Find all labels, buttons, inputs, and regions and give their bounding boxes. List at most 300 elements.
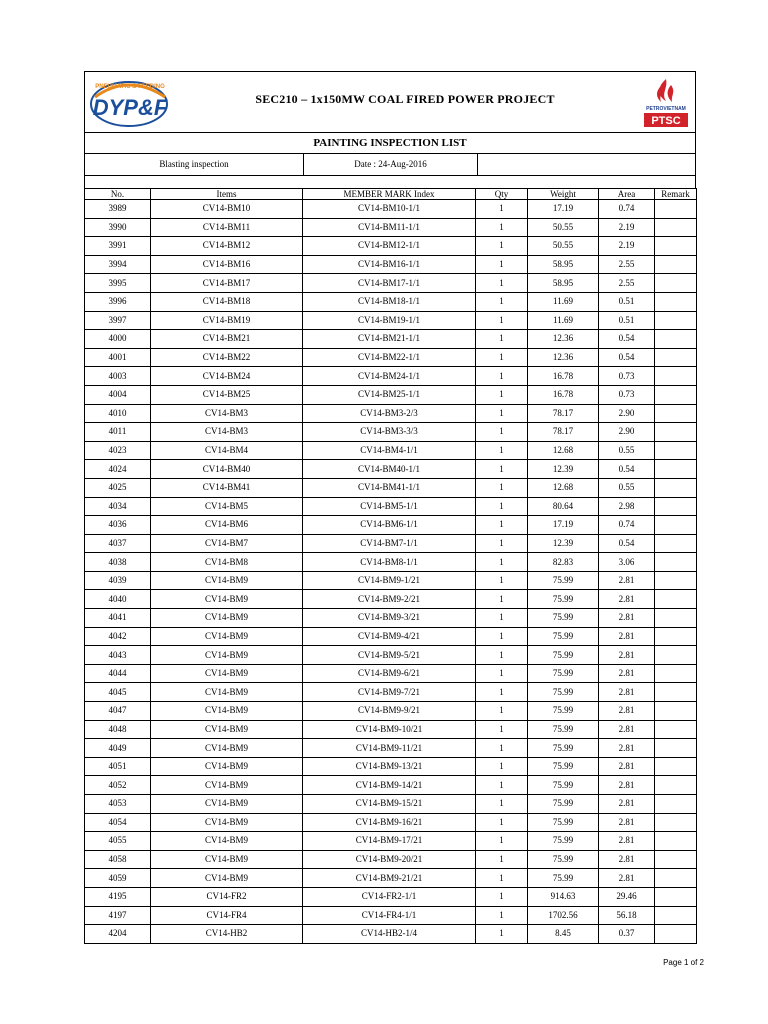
table-row	[85, 385, 697, 404]
cell-area: 0.54	[599, 460, 655, 479]
cell-qty: 1	[476, 646, 528, 665]
cell-qty: 1	[476, 664, 528, 683]
cell-area: 0.73	[599, 385, 655, 404]
table-row	[85, 292, 697, 311]
cell-qty: 1	[476, 200, 528, 219]
inspection-sheet	[84, 71, 696, 944]
cell-member-mark: CV14-BM3-3/3	[303, 423, 476, 442]
col-header-items: Items	[151, 189, 303, 200]
inspection-extra	[478, 154, 695, 175]
cell-item: CV14-BM12	[151, 237, 303, 256]
cell-weight: 82.83	[528, 553, 599, 572]
cell-qty: 1	[476, 757, 528, 776]
table-row	[85, 330, 697, 349]
table-row	[85, 460, 697, 479]
cell-weight: 16.78	[528, 385, 599, 404]
cell-no: 3996	[85, 292, 151, 311]
cell-area: 2.81	[599, 683, 655, 702]
cell-qty: 1	[476, 441, 528, 460]
cell-remark	[655, 571, 697, 590]
cell-item: CV14-BM11	[151, 218, 303, 237]
cell-qty: 1	[476, 925, 528, 944]
cell-weight: 75.99	[528, 776, 599, 795]
cell-weight: 75.99	[528, 609, 599, 628]
cell-qty: 1	[476, 832, 528, 851]
cell-no: 4025	[85, 478, 151, 497]
cell-item: CV14-BM9	[151, 739, 303, 758]
cell-remark	[655, 330, 697, 349]
cell-qty: 1	[476, 348, 528, 367]
cell-member-mark: CV14-BM9-10/21	[303, 720, 476, 739]
cell-remark	[655, 460, 697, 479]
cell-weight: 58.95	[528, 255, 599, 274]
cell-remark	[655, 292, 697, 311]
cell-area: 2.81	[599, 720, 655, 739]
cell-remark	[655, 200, 697, 219]
cell-member-mark: CV14-BM9-17/21	[303, 832, 476, 851]
cell-item: CV14-BM9	[151, 795, 303, 814]
cell-member-mark: CV14-BM9-6/21	[303, 664, 476, 683]
cell-weight: 75.99	[528, 646, 599, 665]
cell-member-mark: CV14-BM9-5/21	[303, 646, 476, 665]
table-row	[85, 516, 697, 535]
cell-remark	[655, 441, 697, 460]
ptsc-logo-top-text: PETROVIETNAM	[646, 106, 686, 112]
cell-weight: 75.99	[528, 702, 599, 721]
cell-remark	[655, 553, 697, 572]
cell-no: 3990	[85, 218, 151, 237]
cell-area: 2.81	[599, 664, 655, 683]
cell-no: 4195	[85, 887, 151, 906]
cell-no: 4058	[85, 850, 151, 869]
cell-remark	[655, 925, 697, 944]
cell-member-mark: CV14-BM3-2/3	[303, 404, 476, 423]
cell-remark	[655, 404, 697, 423]
project-title: SEC210 – 1x150MW COAL FIRED POWER PROJECT	[255, 92, 555, 106]
cell-qty: 1	[476, 720, 528, 739]
cell-weight: 50.55	[528, 237, 599, 256]
cell-remark	[655, 423, 697, 442]
cell-qty: 1	[476, 311, 528, 330]
cell-area: 0.74	[599, 200, 655, 219]
cell-no: 4040	[85, 590, 151, 609]
cell-qty: 1	[476, 218, 528, 237]
cell-qty: 1	[476, 534, 528, 553]
table-spacer	[84, 176, 696, 188]
cell-item: CV14-BM9	[151, 609, 303, 628]
cell-no: 4041	[85, 609, 151, 628]
cell-member-mark: CV14-BM9-4/21	[303, 627, 476, 646]
cell-item: CV14-BM3	[151, 423, 303, 442]
cell-member-mark: CV14-BM11-1/1	[303, 218, 476, 237]
cell-item: CV14-BM9	[151, 664, 303, 683]
cell-item: CV14-BM9	[151, 776, 303, 795]
ptsc-flame-icon	[641, 75, 691, 129]
cell-no: 4048	[85, 720, 151, 739]
cell-item: CV14-BM8	[151, 553, 303, 572]
cell-area: 2.19	[599, 218, 655, 237]
table-row	[85, 925, 697, 944]
inspection-info-row	[84, 153, 696, 176]
cell-area: 2.19	[599, 237, 655, 256]
cell-item: CV14-BM41	[151, 478, 303, 497]
cell-item: CV14-HB2	[151, 925, 303, 944]
cell-remark	[655, 237, 697, 256]
cell-member-mark: CV14-BM41-1/1	[303, 478, 476, 497]
cell-item: CV14-BM9	[151, 813, 303, 832]
cell-remark	[655, 274, 697, 293]
cell-member-mark: CV14-BM10-1/1	[303, 200, 476, 219]
cell-qty: 1	[476, 274, 528, 293]
cell-no: 4204	[85, 925, 151, 944]
cell-area: 2.81	[599, 757, 655, 776]
table-row	[85, 702, 697, 721]
cell-item: CV14-BM16	[151, 255, 303, 274]
cell-qty: 1	[476, 906, 528, 925]
cell-item: CV14-BM9	[151, 869, 303, 888]
cell-qty: 1	[476, 237, 528, 256]
cell-item: CV14-BM10	[151, 200, 303, 219]
cell-no: 4037	[85, 534, 151, 553]
cell-member-mark: CV14-FR2-1/1	[303, 887, 476, 906]
cell-item: CV14-BM5	[151, 497, 303, 516]
cell-member-mark: CV14-BM17-1/1	[303, 274, 476, 293]
cell-remark	[655, 702, 697, 721]
cell-no: 3994	[85, 255, 151, 274]
cell-item: CV14-BM9	[151, 590, 303, 609]
cell-item: CV14-BM21	[151, 330, 303, 349]
cell-weight: 75.99	[528, 869, 599, 888]
table-row	[85, 237, 697, 256]
cell-member-mark: CV14-BM9-2/21	[303, 590, 476, 609]
cell-weight: 58.95	[528, 274, 599, 293]
cell-member-mark: CV14-BM8-1/1	[303, 553, 476, 572]
cell-remark	[655, 255, 697, 274]
cell-weight: 75.99	[528, 590, 599, 609]
table-row	[85, 850, 697, 869]
cell-no: 4003	[85, 367, 151, 386]
cell-weight: 75.99	[528, 683, 599, 702]
cell-remark	[655, 646, 697, 665]
cell-member-mark: CV14-BM12-1/1	[303, 237, 476, 256]
cell-weight: 75.99	[528, 832, 599, 851]
cell-member-mark: CV14-BM4-1/1	[303, 441, 476, 460]
cell-member-mark: CV14-BM19-1/1	[303, 311, 476, 330]
cell-weight: 12.68	[528, 441, 599, 460]
cell-member-mark: CV14-BM18-1/1	[303, 292, 476, 311]
cell-remark	[655, 516, 697, 535]
cell-qty: 1	[476, 460, 528, 479]
cell-no: 4001	[85, 348, 151, 367]
cell-item: CV14-BM25	[151, 385, 303, 404]
cell-no: 4011	[85, 423, 151, 442]
cell-item: CV14-BM19	[151, 311, 303, 330]
cell-remark	[655, 683, 697, 702]
cell-item: CV14-BM7	[151, 534, 303, 553]
col-header-weight: Weight	[528, 189, 599, 200]
cell-remark	[655, 869, 697, 888]
cell-area: 0.73	[599, 367, 655, 386]
inspection-type: Blasting inspection	[85, 154, 304, 175]
cell-member-mark: CV14-BM21-1/1	[303, 330, 476, 349]
cell-weight: 75.99	[528, 795, 599, 814]
cell-weight: 12.36	[528, 348, 599, 367]
cell-remark	[655, 813, 697, 832]
table-row	[85, 869, 697, 888]
cell-member-mark: CV14-HB2-1/4	[303, 925, 476, 944]
cell-area: 0.54	[599, 534, 655, 553]
cell-qty: 1	[476, 553, 528, 572]
cell-weight: 50.55	[528, 218, 599, 237]
cell-area: 2.90	[599, 404, 655, 423]
cell-no: 4054	[85, 813, 151, 832]
cell-area: 0.54	[599, 330, 655, 349]
cell-area: 0.51	[599, 311, 655, 330]
cell-no: 4024	[85, 460, 151, 479]
cell-no: 4034	[85, 497, 151, 516]
cell-remark	[655, 534, 697, 553]
inspection-list-title: PAINTING INSPECTION LIST	[84, 132, 696, 153]
cell-area: 56.18	[599, 906, 655, 925]
table-row	[85, 795, 697, 814]
cell-remark	[655, 757, 697, 776]
cell-member-mark: CV14-BM9-1/21	[303, 571, 476, 590]
cell-remark	[655, 311, 697, 330]
cell-member-mark: CV14-BM40-1/1	[303, 460, 476, 479]
cell-member-mark: CV14-BM16-1/1	[303, 255, 476, 274]
cell-qty: 1	[476, 609, 528, 628]
cell-area: 2.81	[599, 795, 655, 814]
inspection-table	[84, 188, 697, 944]
cell-weight: 11.69	[528, 311, 599, 330]
cell-item: CV14-BM22	[151, 348, 303, 367]
cell-weight: 17.19	[528, 516, 599, 535]
cell-item: CV14-BM9	[151, 850, 303, 869]
table-row	[85, 664, 697, 683]
cell-area: 0.74	[599, 516, 655, 535]
table-row	[85, 218, 697, 237]
cell-area: 2.81	[599, 590, 655, 609]
cell-remark	[655, 664, 697, 683]
cell-no: 4049	[85, 739, 151, 758]
cell-member-mark: CV14-BM9-9/21	[303, 702, 476, 721]
cell-no: 4038	[85, 553, 151, 572]
cell-area: 2.81	[599, 702, 655, 721]
cell-member-mark: CV14-BM9-13/21	[303, 757, 476, 776]
cell-weight: 75.99	[528, 664, 599, 683]
table-row	[85, 348, 697, 367]
cell-qty: 1	[476, 850, 528, 869]
table-row	[85, 590, 697, 609]
table-row	[85, 571, 697, 590]
cell-area: 29.46	[599, 887, 655, 906]
cell-remark	[655, 739, 697, 758]
cell-qty: 1	[476, 887, 528, 906]
cell-weight: 12.39	[528, 460, 599, 479]
table-row	[85, 739, 697, 758]
cell-area: 0.54	[599, 348, 655, 367]
table-header-row	[85, 189, 697, 200]
cell-weight: 12.36	[528, 330, 599, 349]
table-row	[85, 404, 697, 423]
cell-item: CV14-BM9	[151, 646, 303, 665]
cell-weight: 75.99	[528, 571, 599, 590]
cell-remark	[655, 367, 697, 386]
cell-remark	[655, 720, 697, 739]
cell-weight: 12.39	[528, 534, 599, 553]
table-row	[85, 478, 697, 497]
col-header-area: Area	[599, 189, 655, 200]
cell-item: CV14-BM18	[151, 292, 303, 311]
cell-weight: 1702.56	[528, 906, 599, 925]
cell-area: 3.06	[599, 553, 655, 572]
cell-qty: 1	[476, 739, 528, 758]
cell-remark	[655, 609, 697, 628]
cell-member-mark: CV14-BM9-15/21	[303, 795, 476, 814]
dypf-logo-icon	[89, 75, 171, 129]
cell-qty: 1	[476, 813, 528, 832]
cell-member-mark: CV14-BM7-1/1	[303, 534, 476, 553]
cell-remark	[655, 887, 697, 906]
cell-weight: 17.19	[528, 200, 599, 219]
cell-no: 4059	[85, 869, 151, 888]
cell-remark	[655, 850, 697, 869]
cell-weight: 12.68	[528, 478, 599, 497]
cell-area: 2.98	[599, 497, 655, 516]
cell-member-mark: CV14-BM9-20/21	[303, 850, 476, 869]
cell-no: 4004	[85, 385, 151, 404]
cell-weight: 16.78	[528, 367, 599, 386]
table-row	[85, 200, 697, 219]
cell-qty: 1	[476, 385, 528, 404]
cell-qty: 1	[476, 497, 528, 516]
dypf-logo-top-text: PNEUMATIC & FEEDING	[95, 84, 165, 90]
cell-weight: 75.99	[528, 627, 599, 646]
ptsc-logo-text: PTSC	[651, 115, 681, 127]
cell-no: 4039	[85, 571, 151, 590]
cell-qty: 1	[476, 590, 528, 609]
cell-remark	[655, 627, 697, 646]
cell-item: CV14-BM40	[151, 460, 303, 479]
cell-area: 0.55	[599, 441, 655, 460]
cell-qty: 1	[476, 627, 528, 646]
cell-remark	[655, 832, 697, 851]
page-number: Page 1 of 2	[663, 958, 704, 967]
table-row	[85, 423, 697, 442]
cell-member-mark: CV14-BM9-14/21	[303, 776, 476, 795]
cell-area: 2.81	[599, 627, 655, 646]
cell-item: CV14-BM9	[151, 757, 303, 776]
cell-area: 2.81	[599, 850, 655, 869]
cell-area: 2.81	[599, 571, 655, 590]
cell-remark	[655, 906, 697, 925]
table-row	[85, 813, 697, 832]
cell-no: 4052	[85, 776, 151, 795]
cell-no: 4055	[85, 832, 151, 851]
cell-area: 0.51	[599, 292, 655, 311]
cell-remark	[655, 497, 697, 516]
cell-qty: 1	[476, 478, 528, 497]
cell-qty: 1	[476, 255, 528, 274]
cell-area: 2.55	[599, 274, 655, 293]
cell-member-mark: CV14-BM25-1/1	[303, 385, 476, 404]
table-row	[85, 255, 697, 274]
cell-remark	[655, 218, 697, 237]
cell-no: 4000	[85, 330, 151, 349]
cell-remark	[655, 795, 697, 814]
cell-item: CV14-BM9	[151, 627, 303, 646]
cell-item: CV14-BM3	[151, 404, 303, 423]
cell-member-mark: CV14-BM9-11/21	[303, 739, 476, 758]
table-row	[85, 627, 697, 646]
cell-weight: 80.64	[528, 497, 599, 516]
cell-area: 0.55	[599, 478, 655, 497]
cell-member-mark: CV14-BM24-1/1	[303, 367, 476, 386]
col-header-member-mark: MEMBER MARK Index	[303, 189, 476, 200]
cell-weight: 75.99	[528, 739, 599, 758]
cell-member-mark: CV14-BM9-16/21	[303, 813, 476, 832]
cell-remark	[655, 590, 697, 609]
table-row	[85, 311, 697, 330]
cell-weight: 75.99	[528, 757, 599, 776]
sheet-header	[84, 71, 696, 132]
cell-qty: 1	[476, 423, 528, 442]
table-row	[85, 534, 697, 553]
cell-member-mark: CV14-BM22-1/1	[303, 348, 476, 367]
cell-no: 4043	[85, 646, 151, 665]
cell-remark	[655, 348, 697, 367]
cell-no: 4047	[85, 702, 151, 721]
cell-remark	[655, 478, 697, 497]
cell-qty: 1	[476, 516, 528, 535]
cell-item: CV14-BM17	[151, 274, 303, 293]
table-row	[85, 497, 697, 516]
cell-member-mark: CV14-BM6-1/1	[303, 516, 476, 535]
table-row	[85, 832, 697, 851]
cell-no: 4036	[85, 516, 151, 535]
cell-member-mark: CV14-BM5-1/1	[303, 497, 476, 516]
cell-no: 3991	[85, 237, 151, 256]
table-row	[85, 646, 697, 665]
col-header-qty: Qty	[476, 189, 528, 200]
cell-item: CV14-BM6	[151, 516, 303, 535]
cell-remark	[655, 776, 697, 795]
inspection-date: Date : 24-Aug-2016	[304, 154, 478, 175]
cell-no: 3997	[85, 311, 151, 330]
table-row	[85, 609, 697, 628]
cell-qty: 1	[476, 367, 528, 386]
cell-area: 2.81	[599, 776, 655, 795]
cell-no: 4045	[85, 683, 151, 702]
cell-member-mark: CV14-BM9-21/21	[303, 869, 476, 888]
cell-item: CV14-BM9	[151, 720, 303, 739]
cell-area: 2.81	[599, 609, 655, 628]
cell-qty: 1	[476, 683, 528, 702]
cell-qty: 1	[476, 571, 528, 590]
cell-no: 4010	[85, 404, 151, 423]
cell-qty: 1	[476, 795, 528, 814]
cell-item: CV14-FR2	[151, 887, 303, 906]
cell-no: 4042	[85, 627, 151, 646]
cell-qty: 1	[476, 330, 528, 349]
cell-no: 4197	[85, 906, 151, 925]
cell-area: 2.81	[599, 832, 655, 851]
cell-weight: 75.99	[528, 850, 599, 869]
cell-area: 0.37	[599, 925, 655, 944]
table-row	[85, 367, 697, 386]
cell-weight: 75.99	[528, 813, 599, 832]
cell-area: 2.81	[599, 869, 655, 888]
